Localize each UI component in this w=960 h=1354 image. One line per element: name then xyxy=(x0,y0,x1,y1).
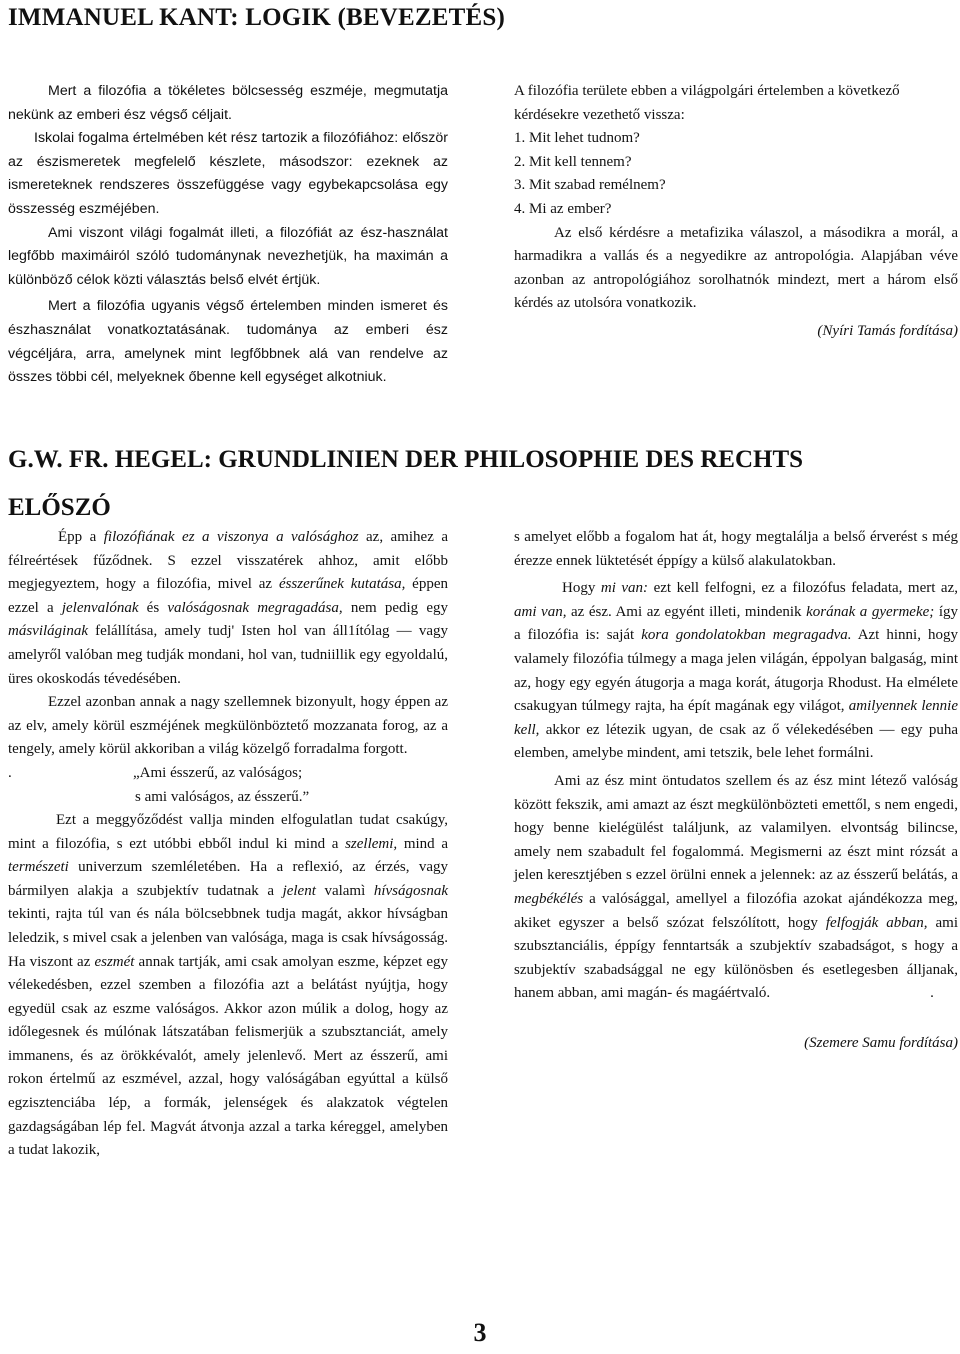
hegel-title: G.W. FR. HEGEL: GRUNDLINIEN DER PHILOSOPHIE DES RECHTS xyxy=(8,446,804,473)
kant-paragraph-4: Mert a filozófia ugyanis végső értelemben minden ismeret és észhasználat vonatkoztatásának. tudománya az emberi ész végcéljára, arra, amelynek mint legfőbbnek alá van rendelve az összes többi cél, melyeknek őbenne kell egységet alkotniuk. xyxy=(8,298,448,386)
hegel-left-paragraph-1: Épp a filozófiának ez a viszonya a valósághoz az, amihez a félreértések fűződnek. S ezzel visszatérek ahhoz, amit előbb megjegyeztem, hogy a filozófia, mivel az ésszerűnek kutatása, éppen ezzel a jelenvalónak és valóságosnak megragadása, nem pedig egy másviláginak felállítása, amely tudj' Isten hol van áll1ítólag — vagy amelyről valóban meg tudják mondani, hol van, tudniillik egy egyoldalú, üres okoskodás tévedésében. xyxy=(8,529,448,687)
hegel-translation-credit: (Szemere Samu fordítása) xyxy=(804,1034,958,1051)
hegel-left-paragraph-3: Ezt a meggyőződést vallja minden elfogulatlan tudat csakúgy, mint a filozófia, s ezt utóbbi ebből indul ki mind a szellemi, mind a természeti univerzum szemléletében. Ha a reflexió, az érzés, vagy bármilyen alakja a szubjektív tudatnak a jelent valamì hívságosnak tekinti, rajta túl van és nála bölcsebbnek tudja magát, akkor hívságban leledzik, s mivel csak a jelenben van valósága, maga is csak hívságosság. Ha viszont az eszmét annak tartják, ami csak amolyan eszme, képzet egy vélekedésben, ezzel szemben a filozófia azt a belátást nyújtja, hogy egyedül csak az eszme valóságos. Akkor azon múlik a dolog, hogy az időlegesnek és múlónak látszatában felismerjük a szubsztanciát, amely immanens, és az örökkévalót, amely jelenlevő. Mert az ésszerű, ami rokon értelmű az eszmével, azzal, hogy valóságában egyúttal a külső egzisztenciába lép, a formák, jelenségek és alakzatok végtelen gazdagságában lép fel. Magvát átvonja azzal a tarka kéreggel, amelyben a tudat lakozik, xyxy=(8,811,448,1159)
quote-line-1: „Ami ésszerű, az valóságos; xyxy=(133,764,303,781)
question-1: 1. Mit lehet tudnom? xyxy=(514,130,640,147)
kant-left-column xyxy=(8,80,448,390)
hegel-left-paragraph-2: Ezzel azonban annak a nagy szellemnek bizonyult, hogy éppen az az elv, amely körül eszméjének megkülönböztető mozzanata forog, az a tengely, amely körül akkoriban a világ közelgő forradalma forgott. xyxy=(8,694,448,758)
kant-paragraph-2: Iskolai fogalma értelmében két rész tartozik a filozófiához: először az észismeretek megfelelő készlete, másodszor: ezeknek az ismereteknek rendszeres összefüggése vagy egybekapcsolása egy összesség eszméjében. xyxy=(8,130,448,217)
kant-answer-paragraph: Az első kérdésre a metafizika válaszol, a másodikra a morál, a harmadikra a vallás és a negyedikre az antropológia. Alapjában véve azonban az antropológiához sorolhatnók mindezt, mert a három első kérdés az utolsóra vonatkozik. xyxy=(514,224,958,312)
hegel-right-column xyxy=(514,526,958,1055)
quote-line-2: s ami valóságos, az ésszerű.” xyxy=(135,788,310,805)
hegel-right-paragraph-3: Ami az ész mint öntudatos szellem és az ész mint létező valóság között fekszik, ami amazt az észt megkülönbözteti emettől, s nem engedi, hogy benne kielégülést találjunk, az valamilyen. elvontság bilincse, amely nem szabadult fel fogalommá. Megismerni az észt mint rózsát a jelen keresztjében s ezzel örülni ennek a jelennek: az az ésszerű belátás, a megbékélés a valósággal, amellyel a filozófia azokat ajándékozza meg, akiket egyszer a belső szózat felszólított, hogy felfogják abban, ami szubsztanciális, éppígy fenntartsák a szubjektív szabadságot, s hogy a szubjektív szabadsággal ne egy különösben és esetlegesben álljanak, hanem abban, ami magán- és magáértvaló. . xyxy=(514,772,958,1002)
question-3: 3. Mit szabad remélnem? xyxy=(514,177,666,194)
question-2: 2. Mit kell tennem? xyxy=(514,153,632,170)
hegel-right-paragraph-1: s amelyet előbb a fogalom hat át, hogy megtalálja a belső érverést s még érezze ennek lüktetését éppígy a külső alakulatokban. xyxy=(514,529,958,569)
kant-paragraph-1: Mert a filozófia a tökéletes bölcsesség eszméje, megmutatja nekünk az emberi ész végső céljait. xyxy=(8,83,448,123)
quote-dot: . xyxy=(8,764,12,781)
question-4: 4. Mi az ember? xyxy=(514,200,612,217)
hegel-right-paragraph-2: Hogy mi van: ezt kell felfogni, ez a filozófus feladata, mert az, ami van, az ész. Ami az egyént illeti, mindenik korának a gyermeke; így a filozófia is: saját kora gondolatokban megragadva. Azt hinni, hogy valamely filozófia túlmegy a maga jelen világán, éppolyan balgaság, mint az, hogy egy egyén átugorja a maga korát, átugorja Rhodust. Ha elmélete csakugyan túlmegy rajta, ha épít magának egy világot, amilyennek lennie kell, akkor ez létezik ugyan, de csak az ő vélekedésében — egy puha elemben, amelybe mindent, ami tetszik, bele lehet formálni. xyxy=(514,580,958,762)
kant-right-column xyxy=(514,80,958,344)
hegel-subtitle: ELŐSZÓ xyxy=(8,494,111,521)
hegel-quote xyxy=(8,762,448,809)
kant-paragraph-3: Ami viszont világi fogalmát illeti, a filozófiát az ész-használat legfőbb maximáiról szóló tudománynak nevezhetjük, ha maximán a különböző célok közti választás belső elvét értjük. xyxy=(8,224,448,288)
hegel-left-column xyxy=(8,526,448,1163)
page-number: 3 xyxy=(473,1318,487,1347)
page-title: IMMANUEL KANT: LOGIK (BEVEZETÉS) xyxy=(8,4,505,31)
kant-intro: A filozófia területe ebben a világpolgári értelemben a következő kérdésekre vezethető vissza: xyxy=(514,83,900,123)
kant-translation-credit: (Nyíri Tamás fordítása) xyxy=(817,322,958,339)
